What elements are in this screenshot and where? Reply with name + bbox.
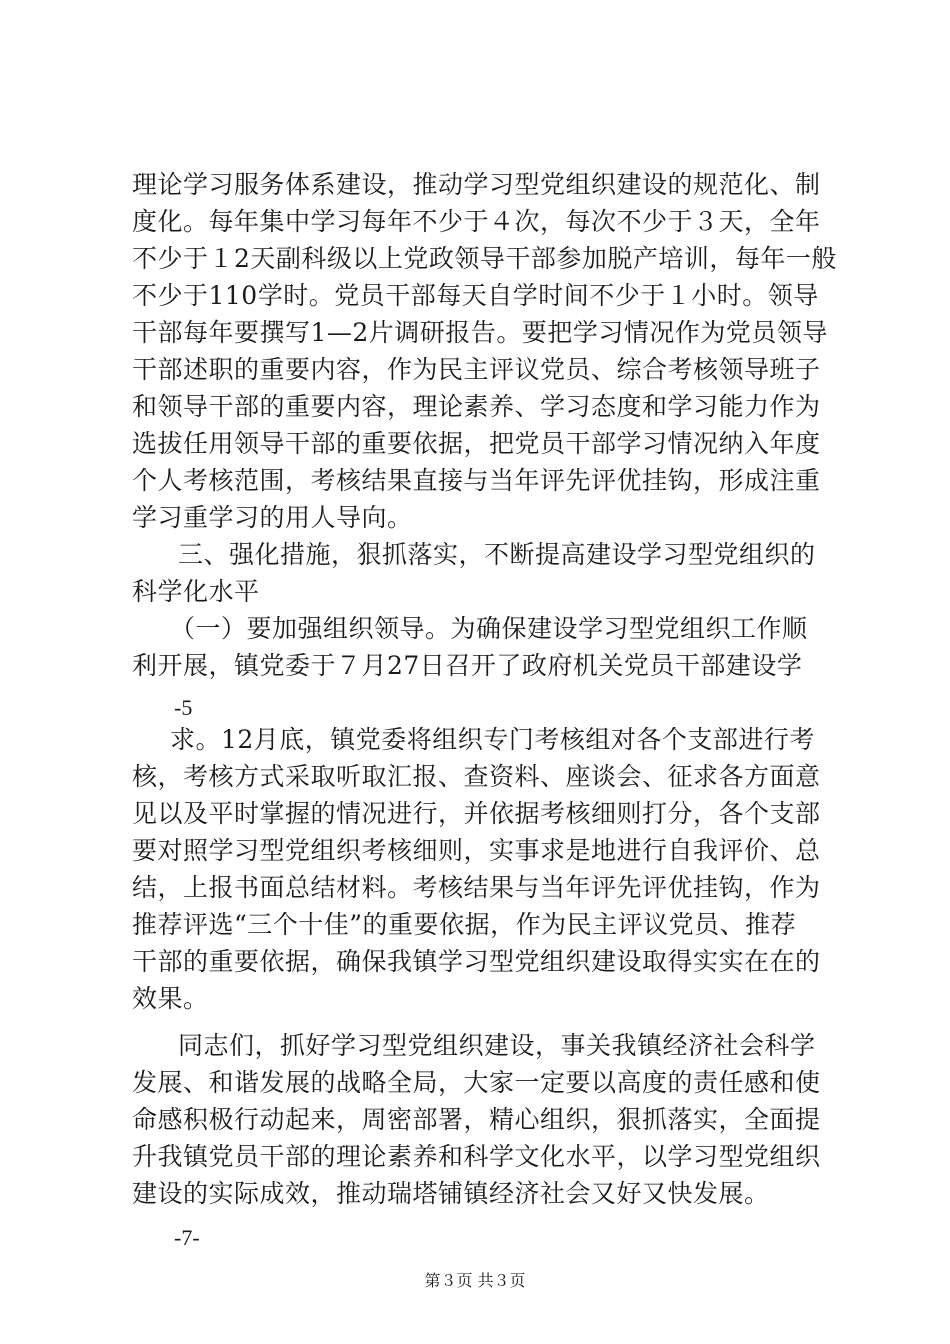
text-line: 要对照学习型党组织考核细则，实事求是地进行自我评价、总 — [132, 836, 821, 865]
text-line: 选拔任用领导干部的重要依据，把党员干部学习情况纳入年度 — [132, 429, 821, 458]
text-line: 核，考核方式采取听取汇报、查资料、座谈会、征求各方面意 — [132, 762, 821, 791]
text-line: 见以及平时掌握的情况进行，并依据考核细则打分，各个支部 — [132, 799, 821, 828]
text-line: 利开展，镇党委于７月27日召开了政府机关党员干部建设学 — [132, 651, 803, 680]
section-heading-line: 三、强化措施，狠抓落实，不断提高建设学习型党组织的 — [178, 540, 816, 569]
section-heading-line: 科学化水平 — [132, 577, 260, 606]
text-line: 学习重学习的用人导向。 — [132, 503, 413, 532]
text-line: 命感积极行动起来，周密部署，精心组织，狠抓落实，全面提 — [132, 1105, 821, 1134]
text-line: 推荐评选“三个十佳”的重要依据，作为民主评议党员、推荐 — [132, 910, 797, 939]
page-footer: 第３页 共３页 — [424, 1271, 526, 1290]
page-number-mark: -5 — [174, 695, 193, 720]
text-line: 发展、和谐发展的战略全局，大家一定要以高度的责任感和使 — [132, 1068, 821, 1097]
text-line: 同志们，抓好学习型党组织建设，事关我镇经济社会科学 — [178, 1031, 816, 1060]
text-line: 度化。每年集中学习每年不少于４次，每次不少于３天，全年 — [132, 207, 821, 236]
text-line: 效果。 — [132, 984, 209, 1013]
text-line: 建设的实际成效，推动瑞塔铺镇经济社会又好又快发展。 — [132, 1179, 770, 1208]
text-line: 不少于110学时。党员干部每天自学时间不少于１小时。领导 — [132, 281, 819, 310]
text-line: （一）要加强组织领导。为确保建设学习型党组织工作顺 — [170, 614, 808, 643]
text-line: 干部述职的重要内容，作为民主评议党员、综合考核领导班子 — [132, 355, 821, 384]
text-line: 理论学习服务体系建设，推动学习型党组织建设的规范化、制 — [132, 170, 821, 199]
text-line: 结，上报书面总结材料。考核结果与当年评先评优挂钩，作为 — [132, 873, 821, 902]
text-line: 求。12月底，镇党委将组织专门考核组对各个支部进行考 — [170, 725, 815, 754]
page-number-mark: -7- — [174, 1225, 200, 1250]
text-line: 干部每年要撰写1—2片调研报告。要把学习情况作为党员领导 — [132, 318, 828, 347]
text-line: 个人考核范围，考核结果直接与当年评先评优挂钩，形成注重 — [132, 466, 821, 495]
text-line: 升我镇党员干部的理论素养和科学文化水平，以学习型党组织 — [132, 1142, 821, 1171]
text-line: 不少于１2天副科级以上党政领导干部参加脱产培训，每年一般 — [132, 244, 837, 273]
text-line: 和领导干部的重要内容，理论素养、学习态度和学习能力作为 — [132, 392, 821, 421]
text-line: 干部的重要依据，确保我镇学习型党组织建设取得实实在在的 — [132, 947, 821, 976]
